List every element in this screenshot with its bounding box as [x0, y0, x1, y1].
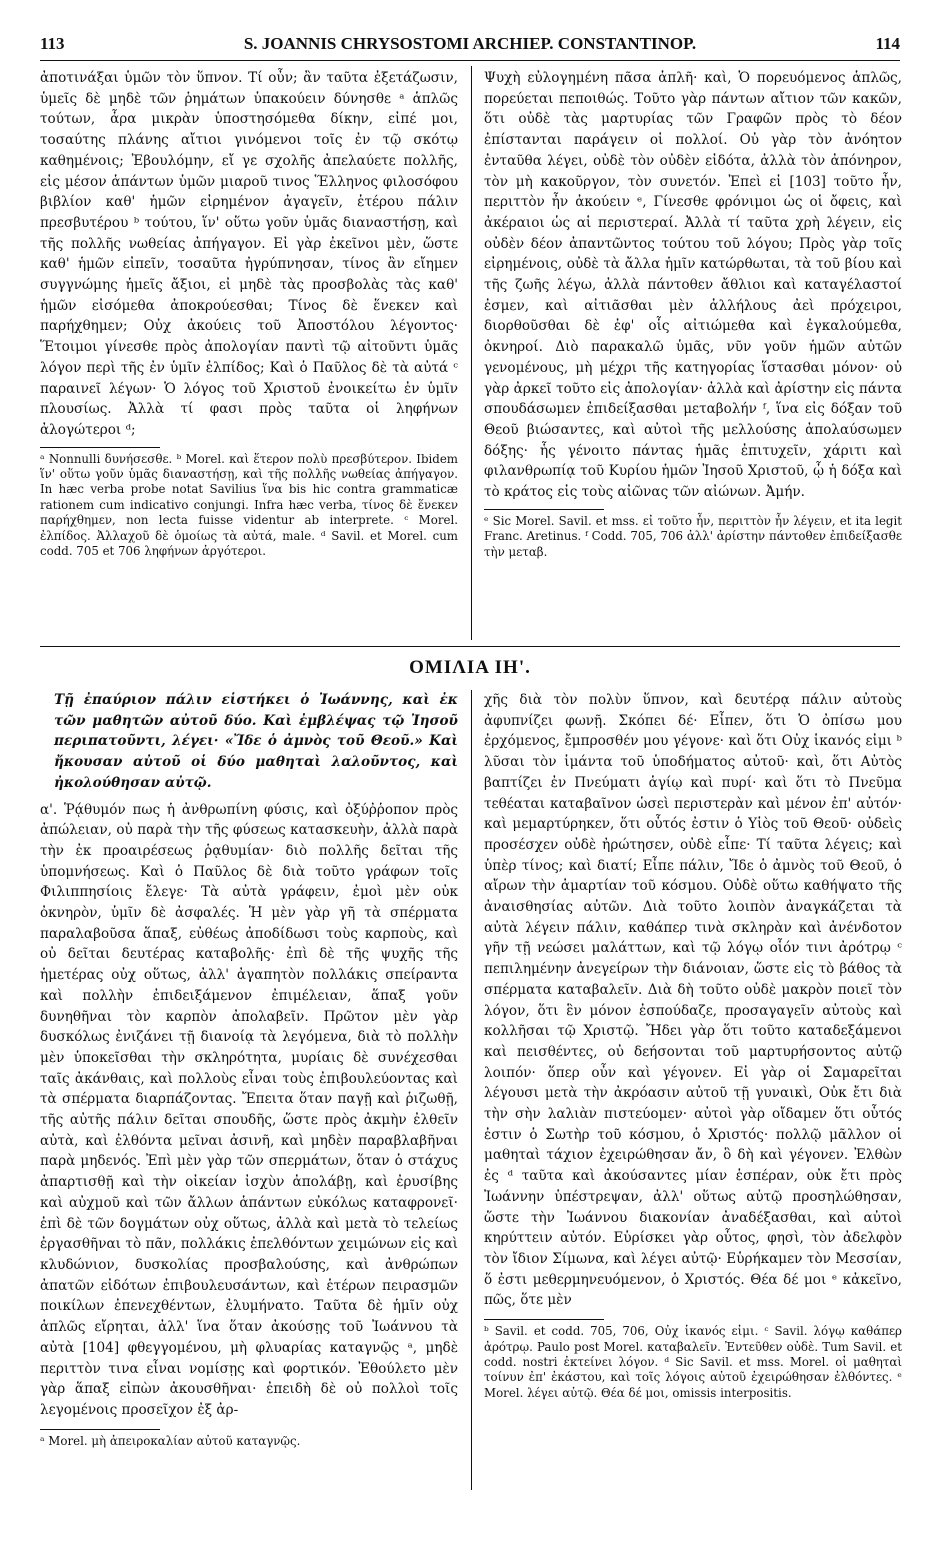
page-number-right: 114	[875, 34, 900, 53]
lower-left-notes: ᵃ Morel. μὴ ἀπειροκαλίαν αὐτοῦ καταγνῷς.	[40, 1433, 301, 1448]
lower-right-text: χῆς διὰ τὸν πολὺν ὕπνον, καὶ δευτέρᾳ πάλιν αὐτοὺς ἀφυπνίζει φωνῇ. Σκόπει δέ· Εἶπεν, ὅτι Ὁ ὀπίσω μου ἐρχόμενος, ἔμπροσθέν μου γέγονε· καὶ ὅτι Οὐχ ἱκανός εἰμι ᵇ λῦσαι τὸν ἱμάντα τοῦ ὑποδήματος αὐτοῦ· καὶ, ὅτι Αὐτὸς βαπτίζει ἐν Πνεύματι ἁγίῳ καὶ πυρί· καὶ ὅτι τὸ Πνεῦμα τεθέαται καταβαῖνον ὡσεὶ περιστερὰν καὶ μένον ἐπ' αὐτόν· καὶ μεμαρτύρηκεν, ὅτι οὗτός ἐστιν ὁ Υἱὸς τοῦ Θεοῦ· οὐδεὶς προσέσχεν οὐδὲ ἠρώτησεν, οὐδὲ εἶπε· Τί ταῦτα λέγεις; καὶ ὑπὲρ τίνος; καὶ διατί; Εἶπε πάλιν, Ἴδε ὁ ἀμνὸς τοῦ Θεοῦ, ὁ αἴρων τὴν ἁμαρτίαν τοῦ κόσμου. Οὐδὲ οὕτω καθήψατο τῆς ἀναισθησίας αὐτῶν. Διὰ τοῦτο λοιπὸν ἀναγκάζεται τὰ αὐτὰ λέγειν πάλιν, καθάπερ τινὰ σκληρὰν καὶ ἀνένδοτον γῆν τῇ νεώσει μαλάττων, καὶ τῷ λόγῳ οἷόν τινι ἀρότρῳ ᶜ πεπιλημένην ἀνεγείρων τὴν διάνοιαν, ὥστε εἰς τὸ βάθος τὰ σπέρματα καταβαλεῖν. Διὰ δὴ τοῦτο οὐδὲ μακρὸν ποιεῖ τὸν λόγον, ὅτι ἓν μόνον ἐσπούδαζε, προσαγαγεῖν αὐτοὺς καὶ κολλῆσαι τῷ Χριστῷ. Ἤδει γὰρ ὅτι τοῦτο καταδεξάμενοι καὶ πεισθέντες, οὐ δεήσονται τοῦ μαρτυρήσοντος αὐτῷ λοιπόν· ὅπερ οὖν καὶ γέγονεν. Εἰ γὰρ οἱ Σαμαρεῖται λέγουσι μετὰ τὴν ἀκρόασιν αὐτοῦ τῇ γυναικὶ, Οὐκ ἔτι διὰ τὴν σὴν λαλιὰν πιστεύομεν· αὐτοὶ γὰρ οἴδαμεν ὅτι οὗτός ἐστιν ὁ Σωτὴρ τοῦ κόσμου, ὁ Χριστός· πολλῷ μᾶλλον οἱ μαθηταὶ τάχιον ἐχειρώθησαν ἄν, ὃ δὴ καὶ γέγονεν. Ἐλθὼν ἐς ᵈ ταῦτα καὶ ἀκούσαντες μίαν ἑσπέραν, οὐκ ἔτι πρὸς Ἰωάννην ὑπέστρεψαν, ἀλλ' οὕτως αὐτῷ προσηλώθησαν, ὥστε τὴν Ἰωάννου διακονίαν ἀναδέξασθαι, καὶ αὐτοὶ κηρύττειν αὐτόν. Εὑρίσκει γὰρ οὗτος, φησὶ, τὸν ἀδελφὸν τὸν ἴδιον Σίμωνα, καὶ λέγει αὐτῷ· Εὑρήκαμεν τὸν Μεσσίαν, ὅ ἐστι μεθερμηνευόμενον, ὁ Χριστός. Θέα δέ μοι ᵉ κἀκεῖνο, πῶς, ὅτε μὲν	[484, 692, 902, 1309]
page-number-left: 113	[40, 34, 65, 53]
lower-right-column	[484, 690, 902, 1401]
footnote-rule	[40, 447, 160, 448]
upper-left-text: ἀποτινάξαι ὑμῶν τὸν ὕπνον. Τί οὖν; ἂν ταῦτα ἐξετάζωσιν, ὑμεῖς δὲ μηδὲ τῶν ῥημάτων ὑπακούειν δύνησθε ᵃ ἁπλῶς τούτων, ἆρα μικρὰν ὑποστησόμεθα δίκην, εἰπέ μοι, τοσαύτης πλάνης αἴτιοι γινόμενοι τοῖς ἐν τῷ σκότῳ καθημένοις; Ἐβουλόμην, εἴ γε σχολῆς ἀπελαύετε πολλῆς, εἰς μέσον ἁπάντων ὑμῶν μιαροῦ τινος Ἕλληνος φιλοσόφου βιβλίον καθ' ἡμῶν εἰρημένον ἀγαγεῖν, ἑτέρου πάλιν πρεσβυτέρου ᵇ τούτου, ἵν' οὕτω γοῦν ὑμᾶς διαναστήσῃ, καὶ τῆς πολλῆς νωθείας ἀπήγαγον. Εἰ γὰρ ἐκεῖνοι μὲν, ὥστε καθ' ἡμῶν εἰπεῖν, τοσαῦτα ἠγρύπνησαν, τίνος ἂν εἴημεν συγγνώμης ἡμεῖς ἄξιοι, εἰ μηδὲ τὰς προσβολὰς τὰς καθ' ἡμῶν εἰσόμεθα ἀποκρούεσθαι; Τίνος δὲ ἕνεκεν καὶ παρήχθημεν; Οὐχ ἀκούεις τοῦ Ἀποστόλου λέγοντος· Ἕτοιμοι γίνεσθε πρὸς ἀπολογίαν παντὶ τῷ αἰτοῦντι ὑμᾶς λόγον περὶ τῆς ἐν ὑμῖν ἐλπίδος; Καὶ ὁ Παῦλος δὲ τὰ αὐτά ᶜ παραινεῖ λέγων· Ὁ λόγος τοῦ Χριστοῦ ἐνοικείτω ἐν ὑμῖν πλουσίως. Ἀλλὰ τί φασι πρὸς ταῦτα οἱ ληφήνων ἀλογώτεροι ᵈ;	[40, 70, 458, 438]
lower-left-column	[40, 690, 458, 1449]
upper-left-footnotes	[40, 452, 458, 560]
homily-lemma: Τῇ ἐπαύριον πάλιν εἱστήκει ὁ Ἰωάννης, καὶ ἐκ τῶν μαθητῶν αὐτοῦ δύο. Καὶ ἐμβλέψας τῷ Ἰησοῦ περιπατοῦντι, λέγει· «Ἴδε ὁ ἀμνὸς τοῦ Θεοῦ.» Καὶ ἤκουσαν αὐτοῦ οἱ δύο μαθηταὶ λαλοῦντος, καὶ ἠκολούθησαν αὐτῷ.	[54, 692, 458, 791]
upper-left-column	[40, 68, 458, 560]
footnote-rule	[484, 1319, 604, 1320]
homily-title: ΟΜΙΛΙΑ ΙΗ'.	[409, 657, 531, 678]
footnote-rule	[40, 1429, 160, 1430]
upper-right-footnotes	[484, 514, 902, 560]
upper-right-notes: ᵉ Sic Morel. Savil. et mss. εἰ τοῦτο ἦν, περιττὸν ἦν λέγειν, et ita legit Franc. Aretinus. ᶠ Codd. 705, 706 ἀλλ' ἀρίστην πάντοθεν ἐπιδείξασθε τὴν μεταβ.	[484, 513, 902, 559]
upper-right-column	[484, 68, 902, 560]
upper-right-text: Ψυχὴ εὐλογημένη πᾶσα ἁπλῆ· καὶ, Ὁ πορευόμενος ἁπλῶς, πορεύεται πεποιθώς. Τοῦτο γὰρ πάντων αἴτιον τῶν κακῶν, ὅτι οὐδὲ τὰς μαρτυρίας τῶν Γραφῶν πρὸς τὸ δέον ἐπίστανται παράγειν οἱ πολλοί. Οὐ γὰρ τὸν ἀνόητον ἐνταῦθα λέγει, οὐδὲ τὸν οὐδὲν εἰδότα, ἀλλὰ τὸν ἀπόνηρον, τὸν μὴ κακοῦργον, τὸν συνετόν. Ἐπεὶ εἰ [103] τοῦτο ἦν, περιττὸν ἦν ἀκούειν ᵉ, Γίνεσθε φρόνιμοι ὡς οἱ ὄφεις, καὶ ἀκέραιοι ὡς αἱ περιστεραί. Ἀλλὰ τί ταῦτα χρὴ λέγειν, εἰς οὐδὲν δέον ἀπαντῶντος τούτου τοῦ λόγου; Πρὸς γὰρ τοῖς εἰρημένοις, οὐδὲ τὰ ἄλλα ἡμῖν κατώρθωται, τὰ τοῦ βίου καὶ τῆς ζωῆς λέγω, ἀλλὰ πάντοθεν ἄθλιοι καὶ καταγέλαστοί ἐσμεν, καὶ αἰτιᾶσθαι μὲν ἀλλήλους ἀεὶ πρόχειροι, διορθοῦσθαι δὲ ἐφ' οἷς αἰτιώμεθα καὶ ἐγκαλούμεθα, ὀκνηροί. Διὸ παρακαλῶ ὑμᾶς, νῦν γοῦν ἡμῶν αὐτῶν γενομένους, μὴ μέχρι τῆς κατηγορίας ἵστασθαι μόνον· οὐ γὰρ ἀρκεῖ τοῦτο εἰς ἀπολογίαν· ἀλλὰ καὶ ἀρίστην εἰς πάντα σπουδάσωμεν ἐπιδείξασθαι μεταβολήν ᶠ, ἵνα εἰς δόξαν τοῦ Θεοῦ βιώσαντες, καὶ αὐτοὶ τῆς μελλούσης ἀπολαύσωμεν δόξης· ἧς γένοιτο πάντας ἡμᾶς ἐπιτυχεῖν, χάριτι καὶ φιλανθρωπίᾳ τοῦ Κυρίου ἡμῶν Ἰησοῦ Χριστοῦ, ᾧ ἡ δόξα καὶ τὸ κράτος εἰς τοὺς αἰῶνας τῶν αἰώνων. Ἀμήν.	[484, 70, 902, 501]
section-rule	[40, 646, 900, 647]
running-header	[40, 34, 900, 58]
lower-left-footnotes	[40, 1434, 458, 1449]
footnote-rule	[484, 509, 604, 510]
lower-right-notes: ᵇ Savil. et codd. 705, 706, Οὐχ ἱκανός εἰμι. ᶜ Savil. λόγῳ καθάπερ ἀρότρῳ. Paulo post Morel. καταβαλεῖν. Ἐντεῦθεν οὐδὲ. Tum Savil. et codd. nostri ἐκτείνει λόγον. ᵈ Sic Savil. et mss. Morel. οἱ μαθηταὶ τοίνυν ἐπ' ἐκάστου, καὶ τοῖς λόγοις αὐτοῦ ἐχειρώθησαν ἐλθόντες. ᵉ Morel. λέγει αὐτῷ. Θέα δέ μοι, omissis interpositis.	[484, 1324, 902, 1400]
running-title: S. JOANNIS CHRYSOSTOMI ARCHIEP. CONSTANTINOP.	[243, 34, 697, 53]
upper-left-notes: ᵃ Nonnulli δυνήσεσθε. ᵇ Morel. καὶ ἕτερον πολὺ πρεσβύτερον. Ibidem ἵν' οὕτω γοῦν ὑμᾶς διαναστήσῃ, καὶ τῆς πολλῆς νωθείας ἀπήγαγον. In hæc verba probe notat Savilius ἵνα bis hic contra grammaticæ rationem cum indicativo conjungi. Infra hæc verba, τίνος δὲ ἕνεκεν παρήχθημεν, non lecta fuisse videntur ab interprete. ᶜ Morel. ἐλπίδος. Ἀλλαχοῦ δὲ ὁμοίως τὰ αὐτά, male. ᵈ Savil. et Morel. cum codd. 705 et 706 ληφήνων ἀργότεροι.	[40, 451, 458, 559]
column-divider-lower	[471, 690, 472, 1490]
lower-right-footnotes	[484, 1324, 902, 1401]
column-divider-upper	[471, 66, 472, 640]
header-rule	[40, 60, 900, 61]
lower-left-text: α'. Ῥᾴθυμόν πως ἡ ἀνθρωπίνη φύσις, καὶ ὀξύῤῥοπον πρὸς ἀπώλειαν, οὐ παρὰ τὴν τῆς φύσεως κατασκευὴν, ἀλλὰ παρὰ τὴν ἐκ προαιρέσεως ῥᾳθυμίαν· διὸ πολλῆς δεῖται τῆς ὑπομνήσεως. Καὶ ὁ Παῦλος δὲ διὰ τοῦτο γράφων τοῖς Φιλιππησίοις ἔλεγε· Τὰ αὐτὰ γράφειν, ἐμοὶ μὲν οὐκ ὀκνηρὸν, ὑμῖν δὲ ἀσφαλές. Ἡ μὲν γὰρ γῆ τὰ σπέρματα παραλαβοῦσα ἅπαξ, εὐθέως ἀποδίδωσι τοὺς καρποὺς, καὶ οὐ δεῖται δευτέρας καταβολῆς· ἐπὶ δὲ τῆς ψυχῆς τῆς ἡμετέρας οὐχ οὕτως, ἀλλ' ἀγαπητὸν πολλάκις σπείραντα καὶ πολλὴν ἐπιδειξάμενον ἐπιμέλειαν, ἅπαξ γοῦν δυνηθῆναι τὸν καρπὸν ἀπολαβεῖν. Πρῶτον μὲν γὰρ δυσκόλως ἐνιζάνει τῇ διανοίᾳ τὰ λεγόμενα, διὰ τὸ πολλὴν μὲν ὑποκεῖσθαι τὴν σκληρότητα, μυρίαις δὲ συνέχεσθαι ταῖς ἀκάνθαις, καὶ πολλοὺς εἶναι τοὺς ἐπιβουλεύοντας καὶ τὰ σπέρματα διαρπάζοντας. Ἔπειτα ὅταν παγῇ καὶ ῥιζωθῇ, τῆς αὐτῆς πάλιν δεῖται σπουδῆς, ὥστε πρὸς ἀκμὴν ἐλθεῖν αὐτὰ, καὶ ἐλθόντα μεῖναι ἀσινῆ, καὶ μηδὲν παραβλαβῆναι παρὰ μηδενός. Ἐπὶ μὲν γὰρ τῶν σπερμάτων, ὅταν ὁ στάχυς ἀπαρτισθῇ καὶ τὴν οἰκείαν ἰσχὺν ἀπολάβῃ, καὶ ἐρυσίβης καὶ αὐχμοῦ καὶ τῶν ἄλλων ἁπάντων εὐκόλως καταφρονεῖ· ἐπὶ δὲ τῶν δογμάτων οὐχ οὕτως, ἀλλὰ καὶ μετὰ τὸ τελείως ἐργασθῆναι τὸ πᾶν, πολλάκις ἐπελθόντων χειμώνων εἰς καὶ κλυδώνιον, δυσκολίας προσβαλούσης, καὶ ἀνθρώπων ἀπατῶν εἰδότων ἐπιβουλευσάντων, καὶ ἑτέρων πειρασμῶν ποικίλων ἐπενεχθέντων, ἐλυμήνατο. Ταῦτα δὲ ἡμῖν οὐχ ἁπλῶς εἴρηται, ἀλλ' ἵνα ὅταν ἀκούσῃς τοῦ Ἰωάννου τὰ αὐτὰ [104] φθεγγομένου, μὴ φλυαρίας καταγνῷς ᵃ, μηδὲ περιττὸν τινα εἶναι νομίσῃς καὶ φορτικόν. Ἐθούλετο μὲν γὰρ ἅπαξ εἰπὼν ἀκουσθῆναι· ἐπειδὴ δὲ οὐ πολλοὶ τοῖς λεγομένοις προσεῖχον ἐξ ἀρ-	[40, 801, 458, 1418]
